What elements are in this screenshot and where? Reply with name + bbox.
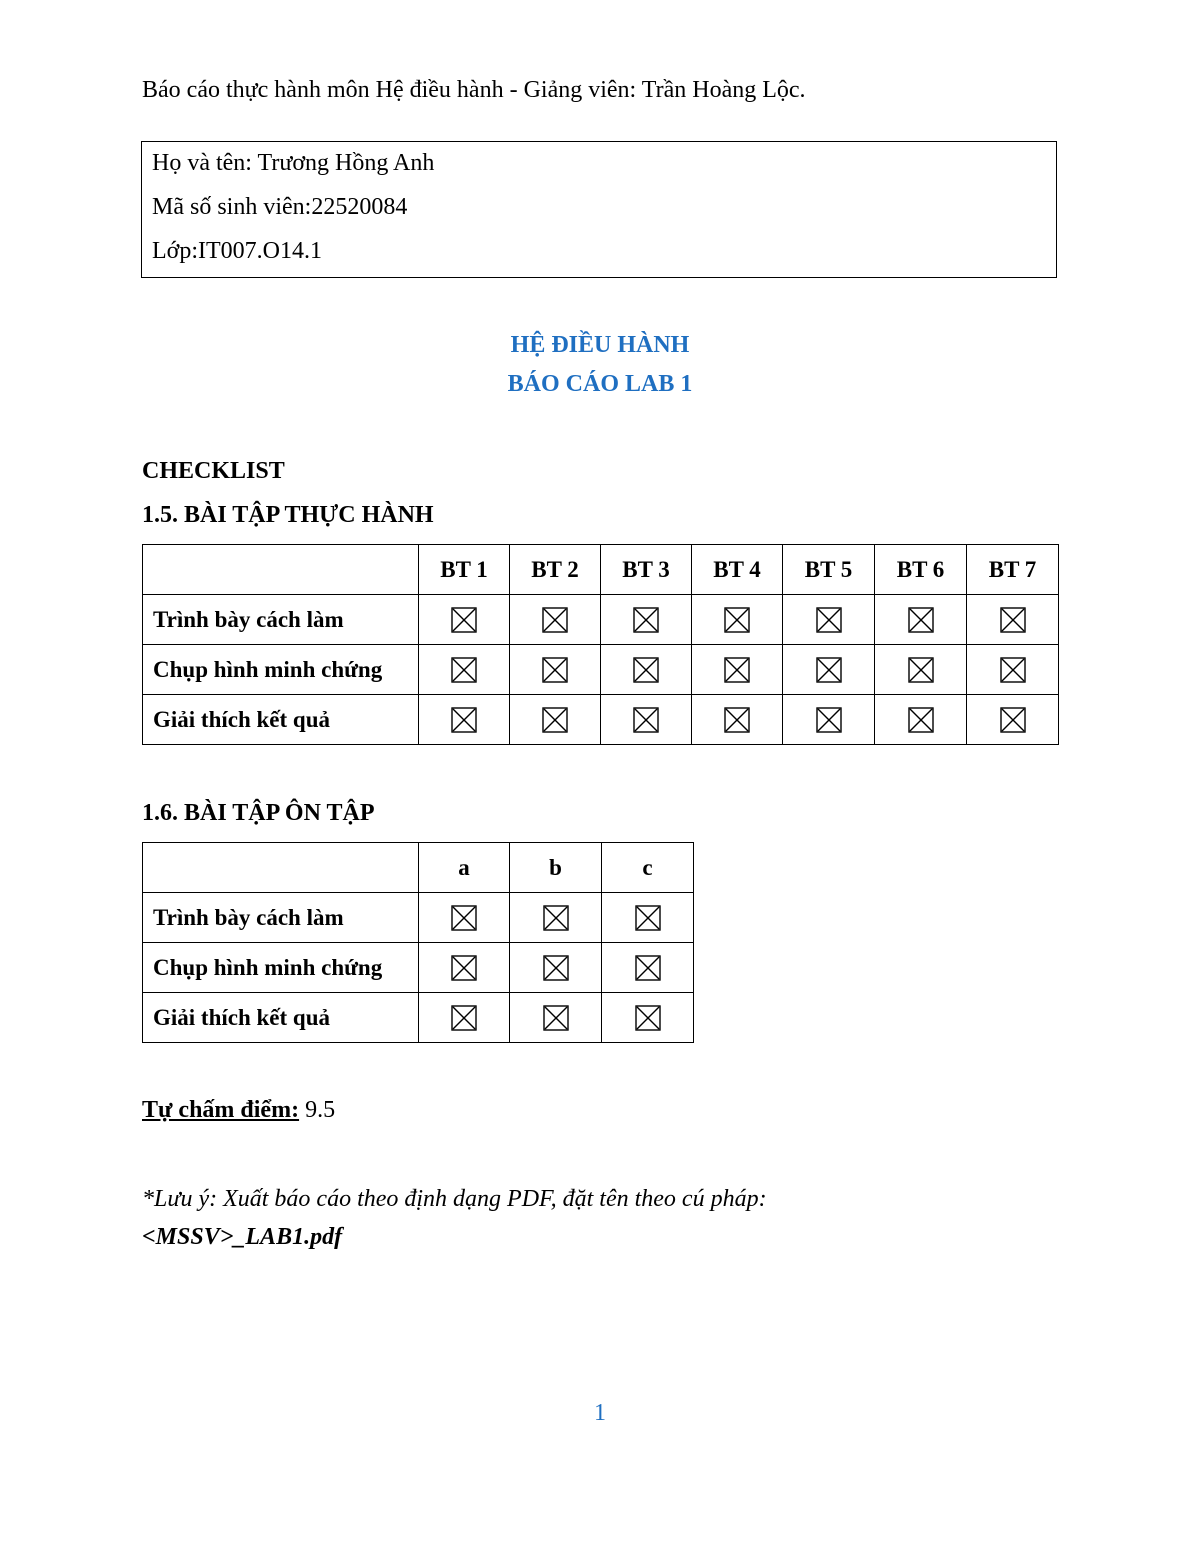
student-class: Lớp:IT007.O14.1 xyxy=(152,238,323,264)
checkbox-cell xyxy=(602,893,694,943)
table-corner-cell xyxy=(143,843,419,893)
filename-format: <MSSV>_LAB1.pdf xyxy=(142,1224,343,1250)
checked-box-icon[interactable] xyxy=(635,954,661,979)
student-id: Mã số sinh viên:22520084 xyxy=(152,194,408,220)
table-row xyxy=(143,943,694,993)
column-header: c xyxy=(602,843,694,893)
row-label: Trình bày cách làm xyxy=(143,893,419,943)
column-header: BT 6 xyxy=(875,545,967,595)
checkbox-cell xyxy=(601,595,692,645)
checkbox-cell xyxy=(967,695,1059,745)
self-score-label: Tự chấm điểm: xyxy=(142,1097,300,1123)
document-subtitle: BÁO CÁO LAB 1 xyxy=(507,371,693,397)
checked-box-icon[interactable] xyxy=(542,656,568,681)
checklist-heading: CHECKLIST xyxy=(142,458,285,484)
checked-box-icon[interactable] xyxy=(451,606,477,631)
checked-box-icon[interactable] xyxy=(543,1004,569,1029)
checkbox-cell xyxy=(875,645,967,695)
checkbox-cell xyxy=(419,645,510,695)
checked-box-icon[interactable] xyxy=(1000,606,1026,631)
review-checklist-table xyxy=(142,842,694,1043)
section2-heading: 1.6. BÀI TẬP ÔN TẬP xyxy=(142,800,375,826)
checkbox-cell xyxy=(875,595,967,645)
checkbox-cell xyxy=(602,943,694,993)
checked-box-icon[interactable] xyxy=(542,606,568,631)
page-number: 1 xyxy=(594,1400,606,1426)
checked-box-icon[interactable] xyxy=(451,904,477,929)
checkbox-cell xyxy=(967,595,1059,645)
column-header: BT 2 xyxy=(510,545,601,595)
checkbox-cell xyxy=(510,943,602,993)
column-header: a xyxy=(419,843,510,893)
column-header: BT 1 xyxy=(419,545,510,595)
table-row xyxy=(143,893,694,943)
checked-box-icon[interactable] xyxy=(908,606,934,631)
checkbox-cell xyxy=(419,893,510,943)
section1-heading: 1.5. BÀI TẬP THỰC HÀNH xyxy=(142,502,434,528)
practice-checklist-table xyxy=(142,544,1059,745)
checked-box-icon[interactable] xyxy=(1000,656,1026,681)
checkbox-cell xyxy=(692,695,783,745)
self-score xyxy=(142,1097,335,1124)
checkbox-cell xyxy=(510,993,602,1043)
checked-box-icon[interactable] xyxy=(724,606,750,631)
row-label: Giải thích kết quả xyxy=(143,695,419,745)
checkbox-cell xyxy=(875,695,967,745)
checkbox-cell xyxy=(783,695,875,745)
checkbox-cell xyxy=(783,645,875,695)
checked-box-icon[interactable] xyxy=(633,606,659,631)
table-corner-cell xyxy=(143,545,419,595)
table-row xyxy=(143,595,1059,645)
student-info-box xyxy=(141,141,1057,278)
document-title: HỆ ĐIỀU HÀNH xyxy=(510,332,690,358)
checkbox-cell xyxy=(510,695,601,745)
checked-box-icon[interactable] xyxy=(908,706,934,731)
checkbox-cell xyxy=(602,993,694,1043)
checkbox-cell xyxy=(692,645,783,695)
self-score-value: 9.5 xyxy=(305,1097,336,1123)
checked-box-icon[interactable] xyxy=(816,706,842,731)
column-header: BT 3 xyxy=(601,545,692,595)
checkbox-cell xyxy=(510,893,602,943)
table-row xyxy=(143,993,694,1043)
checked-box-icon[interactable] xyxy=(908,656,934,681)
checkbox-cell xyxy=(419,993,510,1043)
checkbox-cell xyxy=(601,695,692,745)
table-row xyxy=(143,695,1059,745)
checked-box-icon[interactable] xyxy=(635,1004,661,1029)
checked-box-icon[interactable] xyxy=(633,706,659,731)
checkbox-cell xyxy=(783,595,875,645)
row-label: Chụp hình minh chứng xyxy=(143,943,419,993)
checkbox-cell xyxy=(692,595,783,645)
checkbox-cell xyxy=(510,645,601,695)
checkbox-cell xyxy=(419,595,510,645)
row-label: Trình bày cách làm xyxy=(143,595,419,645)
checked-box-icon[interactable] xyxy=(543,904,569,929)
checked-box-icon[interactable] xyxy=(1000,706,1026,731)
checked-box-icon[interactable] xyxy=(451,954,477,979)
checked-box-icon[interactable] xyxy=(633,656,659,681)
report-header: Báo cáo thực hành môn Hệ điều hành - Giảng viên: Trần Hoàng Lộc. xyxy=(142,77,806,103)
column-header: b xyxy=(510,843,602,893)
student-name: Họ và tên: Trương Hồng Anh xyxy=(152,150,435,176)
checked-box-icon[interactable] xyxy=(542,706,568,731)
checked-box-icon[interactable] xyxy=(543,954,569,979)
column-header: BT 4 xyxy=(692,545,783,595)
checked-box-icon[interactable] xyxy=(816,656,842,681)
checked-box-icon[interactable] xyxy=(816,606,842,631)
checkbox-cell xyxy=(419,695,510,745)
checkbox-cell xyxy=(601,645,692,695)
checkbox-cell xyxy=(419,943,510,993)
checked-box-icon[interactable] xyxy=(451,1004,477,1029)
checked-box-icon[interactable] xyxy=(451,706,477,731)
note-line: *Lưu ý: Xuất báo cáo theo định dạng PDF, đặt tên theo cú pháp: xyxy=(142,1186,767,1212)
row-label: Chụp hình minh chứng xyxy=(143,645,419,695)
checked-box-icon[interactable] xyxy=(635,904,661,929)
column-header: BT 5 xyxy=(783,545,875,595)
table-row xyxy=(143,645,1059,695)
checked-box-icon[interactable] xyxy=(724,706,750,731)
checkbox-cell xyxy=(510,595,601,645)
column-header: BT 7 xyxy=(967,545,1059,595)
row-label: Giải thích kết quả xyxy=(143,993,419,1043)
checked-box-icon[interactable] xyxy=(451,656,477,681)
checked-box-icon[interactable] xyxy=(724,656,750,681)
checkbox-cell xyxy=(967,645,1059,695)
